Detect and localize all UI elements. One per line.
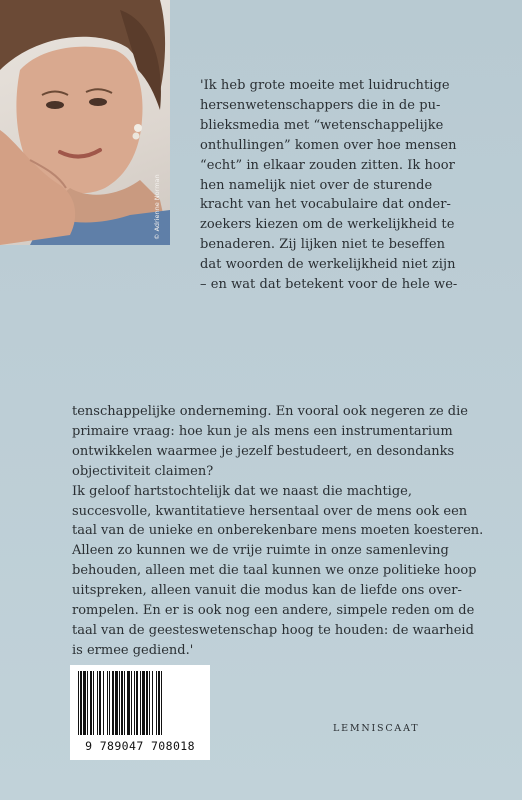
barcode-bar [115, 671, 118, 735]
photo-credit: © Adrienne Norman [153, 174, 161, 240]
quote-line: hen namelijk niet over de sturende [200, 177, 433, 193]
body-line: succesvolle, kwantitatieve hersentaal over de mens ook een [72, 503, 468, 519]
barcode-bar [80, 671, 82, 735]
quote-column [200, 76, 490, 295]
body-line: primaire vraag: hoe kun je als mens een instrumentarium [72, 423, 453, 439]
barcode-bar [152, 671, 153, 735]
quote-line: kracht van het vocabulaire dat onder- [200, 197, 451, 213]
barcode-bar [109, 671, 110, 735]
publisher-name: LEMNISCAAT [333, 723, 420, 734]
quote-line: hersenwetenschappers die in de pu- [200, 97, 441, 113]
barcode-bar [121, 671, 123, 735]
author-photo [0, 0, 170, 245]
barcode-bar [131, 671, 132, 735]
isbn-number: 9 789047 708018 [85, 739, 195, 753]
body-line: is ermee gediend.' [72, 642, 194, 658]
isbn-barcode [70, 665, 210, 760]
barcode-bar [161, 671, 162, 735]
barcode-bar [158, 671, 160, 735]
barcode-bar [149, 671, 150, 735]
barcode-bar [127, 671, 130, 735]
body-line: behouden, alleen met die taal kunnen we onze politieke hoop [72, 563, 477, 579]
barcode-bars [70, 665, 210, 737]
quote-line: onthullingen” komen over hoe mensen [200, 137, 457, 153]
barcode-bar [146, 671, 148, 735]
body-line: taal van de unieke en onberekenbare mens moeten koesteren. [72, 523, 484, 539]
quote-line: 'Ik heb grote moeite met luidruchtige [200, 78, 450, 93]
barcode-bar [78, 671, 79, 735]
barcode-bar [103, 671, 104, 735]
quote-line: “echt” in elkaar zouden zitten. Ik hoor [200, 157, 455, 173]
barcode-bar [112, 671, 114, 735]
barcode-bar [83, 671, 86, 735]
body-line: Alleen zo kunnen we de vrije ruimte in onze samenleving [72, 543, 449, 559]
quote-line: benaderen. Zij lijken niet te beseffen [200, 237, 446, 253]
barcode-bar [119, 671, 120, 735]
body-line: objectiviteit claimen? [72, 463, 214, 479]
quote-line: zoekers kiezen om de werkelijkheid te [200, 217, 455, 233]
author-portrait-image [0, 0, 170, 245]
barcode-bar [99, 671, 101, 735]
barcode-bar [90, 671, 92, 735]
barcode-bar [107, 671, 108, 735]
barcode-bar [134, 671, 135, 735]
quote-line: blieksmedia met “wetenschappelijke [200, 117, 444, 133]
body-line: Ik geloof hartstochtelijk dat we naast die machtige, [72, 483, 412, 499]
body-line: tenschappelijke onderneming. En vooral ook negeren ze die [72, 404, 468, 419]
barcode-bar [140, 671, 141, 735]
quote-line: dat woorden de werkelijkheid niet zijn [200, 257, 456, 273]
barcode-bar [142, 671, 145, 735]
barcode-bar [93, 671, 94, 735]
body-text [72, 402, 492, 661]
body-line: ontwikkelen waarmee je jezelf bestudeert, en desondanks [72, 443, 455, 459]
barcode-bar [87, 671, 88, 735]
barcode-bar [136, 671, 138, 735]
quote-line: – en wat dat betekent voor de hele we- [200, 277, 458, 293]
body-line: rompelen. En er is ook nog een andere, simpele reden om de [72, 603, 475, 619]
barcode-bar [156, 671, 157, 735]
body-line: uitspreken, alleen vanuit die modus kan de liefde ons over- [72, 583, 462, 599]
body-line: taal van de geesteswetenschap hoog te houden: de waarheid [72, 622, 474, 638]
barcode-bar [97, 671, 98, 735]
barcode-bar [124, 671, 125, 735]
